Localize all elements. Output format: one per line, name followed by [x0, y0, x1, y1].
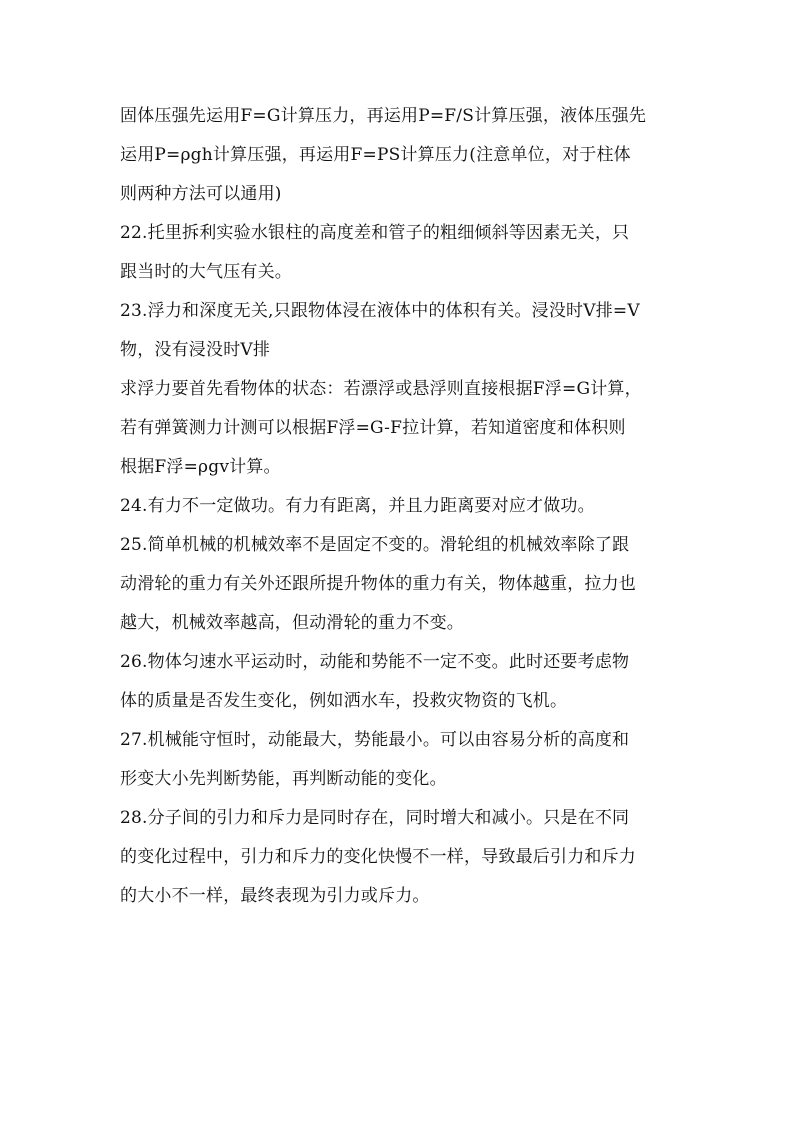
text-line: 跟当时的大气压有关。	[120, 262, 292, 282]
text-line: 24.有力不一定做功。有力有距离，并且力距离要对应才做功。	[120, 496, 595, 516]
document-body	[120, 102, 680, 921]
text-line: 26.物体匀速水平运动时，动能和势能不一定不变。此时还要考虑物	[120, 652, 630, 672]
text-line: 形变大小先判断势能，再判断动能的变化。	[120, 769, 447, 789]
text-line: 23.浮力和深度无关,只跟物体浸在液体中的体积有关。浸没时V排=V	[120, 301, 640, 321]
text-line: 求浮力要首先看物体的状态：若漂浮或悬浮则直接根据F浮=G计算，	[120, 379, 642, 399]
text-line: 动滑轮的重力有关外还跟所提升物体的重力有关，物体越重，拉力也	[120, 574, 636, 594]
text-line: 22.托里拆利实验水银柱的高度差和管子的粗细倾斜等因素无关，只	[120, 223, 630, 243]
text-line: 的变化过程中，引力和斥力的变化快慢不一样，导致最后引力和斥力	[120, 847, 636, 867]
text-line: 固体压强先运用F=G计算压力，再运用P=F/S计算压强，液体压强先	[120, 106, 647, 126]
text-line: 28.分子间的引力和斥力是同时存在，同时增大和减小。只是在不同	[120, 808, 630, 828]
text-line: 的大小不一样，最终表现为引力或斥力。	[120, 886, 430, 906]
text-line: 若有弹簧测力计测可以根据F浮=G-F拉计算，若知道密度和体积则	[120, 418, 626, 438]
text-line: 则两种方法可以通用)	[120, 184, 282, 204]
text-line: 越大，机械效率越高，但动滑轮的重力不变。	[120, 613, 464, 633]
text-line: 物，没有浸没时V排	[120, 340, 271, 360]
text-line: 运用P=ρgh计算压强，再运用F=PS计算压力(注意单位，对于柱体	[120, 145, 631, 165]
text-line: 体的质量是否发生变化，例如洒水车，投救灾物资的飞机。	[120, 691, 568, 711]
text-line: 25.简单机械的机械效率不是固定不变的。滑轮组的机械效率除了跟	[120, 535, 630, 555]
text-line: 27.机械能守恒时，动能最大，势能最小。可以由容易分析的高度和	[120, 730, 630, 750]
text-line: 根据F浮=ρgv计算。	[120, 457, 281, 477]
